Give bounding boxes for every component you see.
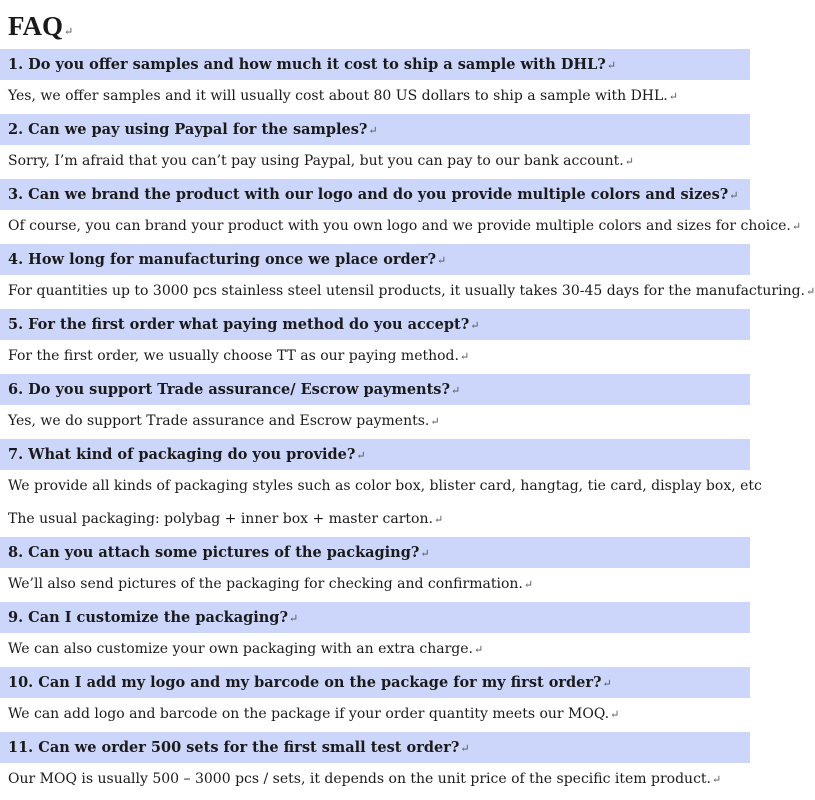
- paragraph-mark-icon: ↵: [433, 513, 444, 526]
- faq-question-text: 3. Can we brand the product with our logo and do you provide multiple colors and sizes?: [8, 186, 729, 203]
- faq-answer-text: We’ll also send pictures of the packaging for checking and confirmation.: [8, 576, 523, 592]
- paragraph-mark-icon: ↵: [473, 643, 484, 656]
- faq-question-text: 6. Do you support Trade assurance/ Escrow payments?: [8, 381, 450, 398]
- paragraph-mark-icon: ↵: [356, 449, 366, 462]
- faq-question: [0, 536, 750, 568]
- faq-answer-text: The usual packaging: polybag + inner box + master carton.: [8, 511, 433, 527]
- paragraph-mark-icon: ↵: [288, 612, 299, 625]
- faq-question: [0, 373, 750, 405]
- paragraph-mark-icon: ↵: [624, 155, 634, 168]
- faq-answer: [0, 405, 750, 438]
- faq-question-text: 11. Can we order 500 sets for the first small test order?: [8, 739, 460, 756]
- faq-question: [0, 601, 750, 633]
- faq-answer: [0, 633, 750, 666]
- faq-answer-text: Yes, we do support Trade assurance and Escrow payments.: [8, 413, 430, 429]
- faq-answer-text: For quantities up to 3000 pcs stainless steel utensil products, it usually takes 30-45 days for the manufacturing.: [8, 283, 805, 299]
- paragraph-mark-icon: ↵: [450, 384, 461, 397]
- faq-answer: [0, 470, 762, 503]
- faq-question: [0, 113, 750, 145]
- paragraph-mark-icon: ↵: [368, 124, 378, 137]
- faq-question-text: 8. Can you attach some pictures of the packaging?: [8, 544, 420, 561]
- faq-question-text: 7. What kind of packaging do you provide?: [8, 446, 356, 463]
- faq-list: [0, 48, 815, 796]
- faq-question-text: 2. Can we pay using Paypal for the samples?: [8, 121, 368, 138]
- faq-answer-text: Yes, we offer samples and it will usually cost about 80 US dollars to ship a sample with DHL.: [8, 88, 668, 104]
- faq-question-text: 5. For the first order what paying method do you accept?: [8, 316, 470, 333]
- faq-question-text: 1. Do you offer samples and how much it cost to ship a sample with DHL?: [8, 56, 606, 73]
- faq-question: [0, 243, 750, 275]
- faq-answer-text: Of course, you can brand your product with you own logo and we provide multiple colors and sizes for choice.: [8, 218, 791, 234]
- faq-question: [0, 438, 750, 470]
- faq-question: [0, 666, 750, 698]
- faq-answer-text: Sorry, I’m afraid that you can’t pay using Paypal, but you can pay to our bank account.: [8, 153, 624, 169]
- faq-question-text: 10. Can I add my logo and my barcode on the package for my first order?: [8, 674, 602, 691]
- paragraph-mark-icon: ↵: [420, 547, 430, 560]
- faq-answer: [0, 80, 750, 113]
- faq-question: [0, 731, 750, 763]
- paragraph-mark-icon: ↵: [430, 415, 440, 428]
- faq-answer: [0, 340, 750, 373]
- faq-answer-text: We can add logo and barcode on the package if your order quantity meets our MOQ.: [8, 706, 610, 722]
- faq-answer: [0, 210, 802, 243]
- paragraph-mark-icon: ↵: [668, 90, 678, 103]
- faq-answer: [0, 763, 750, 796]
- faq-answer-text: Our MOQ is usually 500 – 3000 pcs / sets, it depends on the unit price of the specific item product.: [8, 771, 711, 787]
- paragraph-mark-icon: ↵: [606, 59, 617, 72]
- paragraph-mark-icon: ↵: [610, 708, 620, 721]
- faq-question-text: 9. Can I customize the packaging?: [8, 609, 288, 626]
- faq-question: [0, 308, 750, 340]
- faq-answer: [0, 568, 750, 601]
- paragraph-mark-icon: ↵: [729, 189, 739, 202]
- paragraph-mark-icon: ↵: [460, 742, 470, 755]
- paragraph-mark-icon: ↵: [523, 578, 534, 591]
- page-title: FAQ↵: [8, 11, 74, 41]
- paragraph-mark-icon: ↵: [806, 285, 815, 298]
- faq-answer-text: We provide all kinds of packaging styles such as color box, blister card, hangtag, tie card, display box, etc: [8, 478, 762, 494]
- paragraph-mark-icon: ↵: [459, 350, 470, 363]
- paragraph-mark-icon: ↵: [64, 26, 74, 38]
- faq-question: [0, 178, 750, 210]
- paragraph-mark-icon: ↵: [791, 220, 802, 233]
- faq-answer-text: We can also customize your own packaging with an extra charge.: [8, 641, 473, 657]
- paragraph-mark-icon: ↵: [602, 677, 612, 690]
- paragraph-mark-icon: ↵: [437, 254, 447, 267]
- faq-answer: [0, 275, 815, 308]
- faq-question-text: 4. How long for manufacturing once we place order?: [8, 251, 437, 268]
- faq-question: [0, 48, 750, 80]
- faq-answer: [0, 698, 750, 731]
- faq-answer: [0, 503, 750, 536]
- faq-answer: [0, 145, 750, 178]
- paragraph-mark-icon: ↵: [712, 773, 722, 786]
- paragraph-mark-icon: ↵: [470, 319, 480, 332]
- faq-answer-text: For the first order, we usually choose TT as our paying method.: [8, 348, 459, 364]
